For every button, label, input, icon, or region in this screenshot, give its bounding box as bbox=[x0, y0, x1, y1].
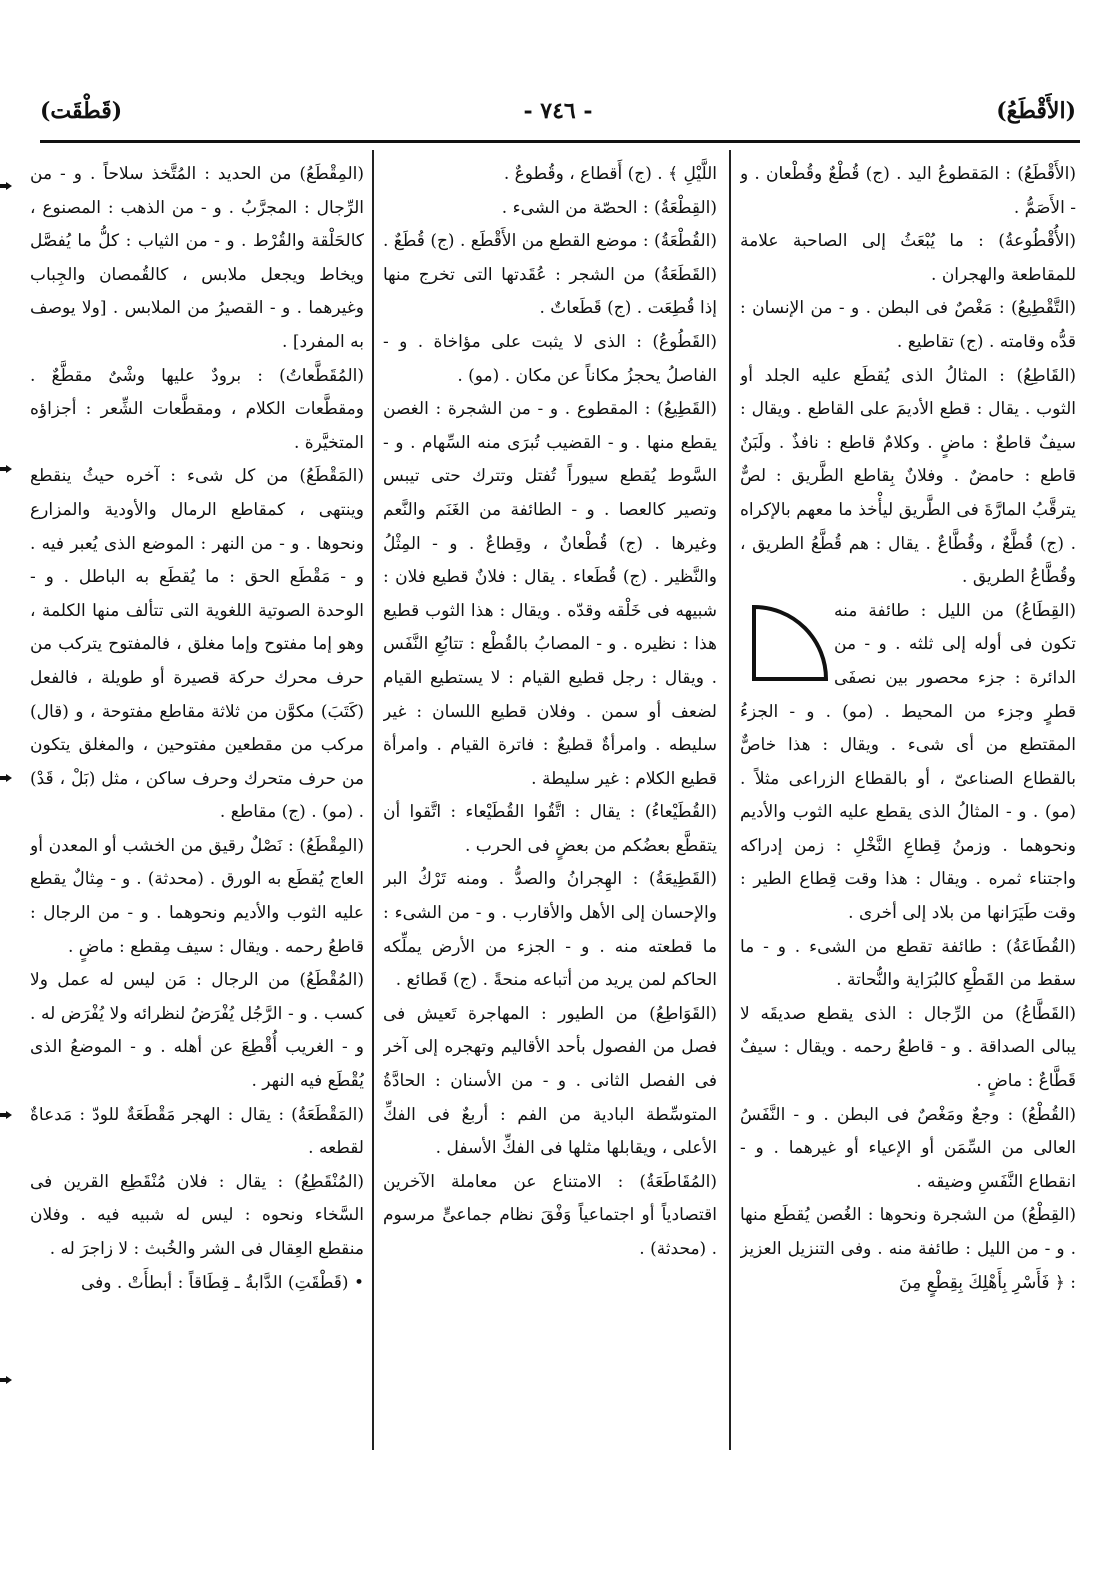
entry: (الأَقْطَعُ) : المَقطوعُ اليد . (ج) قُطْعٌ وقُطْعان . و - الأَصَمُّ . bbox=[740, 164, 1076, 218]
margin-mark bbox=[0, 1377, 12, 1383]
page-number: - ٧٤٦ - bbox=[523, 98, 593, 124]
entry: (القَطِيعَةُ) : الهِجرانُ والصدُّ . ومنه تَرْكُ البر والإحسان إلى الأهل والأقارب . و - من الشىء : ما قطعته منه . و - الجزء من الأرض يملِّكه الحاكم لمن يريد من أتباعه منحةً . (ج) قَطائع . bbox=[383, 869, 717, 991]
entry: (القُطَيْعاءُ) : يقال : اتَّقُوا القُطَيْعاء : اتَّقوا أن يتقطَّع بعضُكم من بعضٍ فى الحرب . bbox=[383, 802, 717, 856]
entry: (القُطْعَةُ) : موضع القطع من الأَقْطَع . (ج) قُطَعٌ . bbox=[383, 231, 717, 252]
entry: (القَطَّاعُ) من الرِّجال : الذى يقطع صديقَه لا يبالى الصداقة . و - قاطعُ رحمه . ويقال : سيفٌ قَطَّاعٌ : ماضٍ . bbox=[740, 1003, 1076, 1092]
entry: (القَطُوعُ) : الذى لا يثبت على مؤاخاة . و - الفاصلُ يحجزُ مكاناً عن مكان . (مو) . bbox=[383, 331, 717, 386]
column-divider-left bbox=[372, 150, 374, 1450]
entry: (القِطَاعُ) من الليل : طائفة منه تكون فى أوله إلى ثلثه . و - من الدائرة : جزء محصور بين نصفَى قطرٍ وجزء من المحيط . (مو) . و - الجزءُ المقتطع من أى شىء . ويقال : هذا خاصٌّ بالقطاع الصناعىّ ، أو بالقطاع الزراعى مثلاً . (مو) . و - المثالُ الذى يقطع عليه الثوب والأديم ونحوهما . وزمنُ قِطاعِ النَّخْلِ : زمن إدراكه واجتناء ثمره . ويقال : هذا وقت قِطاع الطير : وقت طَيَرَانها من بلاد إلى أخرى . bbox=[740, 600, 1076, 924]
left-guide-word: (قَطْقَت) bbox=[40, 98, 123, 124]
entry: (المُقَطَّعاتُ) : برودٌ عليها وشْىٌ مقطَّعٌ . ومقطَّعات الكلام ، ومقطَّعات الشِّعر : أجزاؤه المتخيَّرة . bbox=[30, 365, 364, 453]
entry: (القَوَاطِعُ) من الطيور : المهاجرة تَعيش فى فصل من الفصول بأحد الأقاليم وتهجره إلى آخر فى الفصل الثانى . و - من الأسنان : الحادَّةُ المتوسِّطة البادية من الفم : أربعٌ فى الفكِّ الأعلى ، ويقابلها مثلها فى الفكِّ الأسفل . bbox=[383, 1003, 717, 1159]
entry: (المُنْقَطِعُ) : يقال : فلان مُنْقَطِع القرين فى السَّخاء ونحوه : ليس له شبيه فيه . وفلان منقطع العِقال فى الشر والخُبث : لا زاجرَ له . bbox=[30, 1171, 364, 1259]
column-left bbox=[30, 158, 364, 1448]
column-right bbox=[740, 158, 1076, 1448]
header-rule bbox=[40, 140, 1080, 143]
circle-sector-icon bbox=[748, 599, 834, 685]
entry: (الأُقْطُوعةُ) : ما يُبْعَثُ إلى الصاحبة علامة للمقاطعة والهجران . bbox=[740, 231, 1076, 285]
margin-mark bbox=[0, 183, 12, 189]
entry: (التَّقْطِيعُ) : مَغْصٌ فى البطن . و - من الإنسان : قدُّه وقامته . (ج) تقاطيع . bbox=[740, 298, 1076, 352]
entry: (القُطْعُ) : وجعٌ ومَغْصٌ فى البطن . و - النَّفَسُ العالى من السِّمَن أو الإعياء أو غيرهما . و - انقطاع النَّفَسِ وضيقه . bbox=[740, 1104, 1076, 1192]
entry: (القِطْعُ) من الشجرة ونحوها : الغُصن يُقطَع منها . و - من الليل : طائفة منه . وفى التنزيل العزيز : ﴿ فَأَسْرِ بِأَهْلِكَ بِقِطْعٍ مِنَ bbox=[740, 1205, 1076, 1293]
margin-mark bbox=[0, 775, 12, 781]
entry: (المَقْطَعَةُ) : يقال : الهجر مَقْطَعَةٌ للودّ : مَدعاةٌ لقطعه . bbox=[30, 1104, 364, 1159]
entry: اللَّيْلِ ﴾ . (ج) أَقطاع ، وقُطوعٌ . bbox=[503, 164, 717, 184]
entry: (القَاطِعُ) : المثالُ الذى يُقطَع عليه الجلد أو الثوب . يقال : قطع الأديمَ على القاطع . ويقال : سيفٌ قاطعٌ : ماضٍ . وكلامٌ قاطع : نافذٌ . ولَبَنٌ قاطع : حامضٌ . وفلانٌ بِقاطع الطَّريق : لصٌّ يترقَّبُ المارَّةَ فى الطَّريق ليأْخذ ما معهم بالإكراه . (ج) قُطَّعٌ ، وقُطَّاعٌ . يقال : هم قُطَّعُ الطريق ، وقُطَّاعُ الطريق . bbox=[740, 365, 1076, 588]
entry: (المُقَاطَعَةُ) : الامتناع عن معاملة الآخرين اقتصادياً أو اجتماعياً وَفْقَ نظام جماعىٍّ مرسوم . (محدثة) . bbox=[383, 1171, 717, 1259]
entry: (المِقْطَعُ) من الحديد : المُتَّخذ سلاحاً . و - من الرِّجال : المجرَّبُ . و - من الذهب : المصنوع ، كالحَلْقة والقُرْط . و - من الثياب : كلُّ ما يُفصَّل ويخاط ويجعل ملابس ، كالقُمصان والجِباب وغيرهما . و - القصيرُ من الملابس . [ولا يوصف به المفرد] . bbox=[30, 164, 364, 352]
entry: (المُقْطَعُ) من الرجال : مَن ليس له عمل ولا كسب . و - الرَّجُل يُفْرَضُ لنظرائه ولا يُفْرَض له . و - الغريب أُقْطِعَ عن أهله . و - الموضعُ الذى يُقْطَع فيه النهر . bbox=[30, 970, 364, 1092]
margin-mark bbox=[0, 1112, 12, 1118]
margin-mark bbox=[0, 466, 12, 472]
entry: (القُطَاعَةُ) : طائفة تقطع من الشىء . و - ما سقط من القَطْعِ كالبُرَاية والنُّحاتة . bbox=[740, 936, 1076, 991]
page-header bbox=[40, 92, 1076, 138]
entry: (القَطِيعُ) : المقطوع . و - من الشجرة : الغصن يقطع منها . و - القضيب تُبرَى منه السِّهام . و - السَّوط يُقطع سيوراً تُفتل وتترك حتى تيبس وتصير كالعصا . و - الطائفة من الغَنَم والنَّعم وغيرها . (ج) قُطْعانٌ ، وقِطاعٌ . و - المِثْلُ والنَّظير . (ج) قُطَعاء . يقال : فلانٌ قطيع فلان : شبيهه فى خَلْقه وقدّه . ويقال : هذا الثوب قطيع هذا : نظيره . و - المصابُ بالقُطْع : تتابُعِ النَّفَس . ويقال : رجل قطيع القيام : لا يستطيع القيام لضعف أو سمن . وفلان قطيع اللسان : غير سليطه . وامرأةٌ قطيعٌ : فاترة القيام . وامرأة قطيع الكلام : غير سليطة . bbox=[383, 399, 717, 789]
entry: (المِقْطَعُ) : نَصْلٌ رقيق من الخشب أو المعدن أو العاج يُقطَع به الورق . (محدثة) . و - مِثالٌ يقطع عليه الثوب والأديم ونحوهما . و - من الرجال : قاطعُ رحمه . ويقال : سيف مِقطع : ماضٍ . bbox=[30, 835, 364, 957]
entry: • (قَطْقَتِ) الدَّابةُ ـ قِطَاقاً : أبطأَتْ . وفى bbox=[80, 1272, 364, 1293]
right-guide-word: (الأَقْطَعُ) bbox=[996, 98, 1076, 124]
sector-diagram bbox=[748, 599, 834, 685]
column-middle bbox=[383, 158, 717, 1448]
column-divider-right bbox=[729, 150, 731, 1450]
entry: (القَطَعَةُ) من الشجر : عُقَدتها التى تخرج منها إذا قُطِعَت . (ج) قَطَعاتٌ . bbox=[383, 264, 717, 319]
entry: (القِطْعَةُ) : الحصّة من الشىء . bbox=[501, 197, 717, 218]
entry: (المَقْطَعُ) من كل شىء : آخره حيثُ ينقطع وينتهى ، كمقاطع الرمال والأودية والمزارع ونحوها . و - من النهر : الموضع الذى يُعبر فيه . و - مَقْطَع الحق : ما يُقطَع به الباطل . و - الوحدة الصوتية اللغوية التى تتألف منها الكلمة ، وهو إما مفتوح وإما مغلق ، فالمفتوح يتركب من حرف محرك حركة قصيرة أو طويلة ، فالفعل (كَتَبَ) مكوَّن من ثلاثة مقاطع مفتوحة ، و (قال) مركب من مقطعين مفتوحين ، والمغلق يتكون من حرف متحرك وحرف ساكن ، مثل (بَلْ ، قَدْ) . (مو) . (ج) مقاطع . bbox=[30, 466, 364, 823]
